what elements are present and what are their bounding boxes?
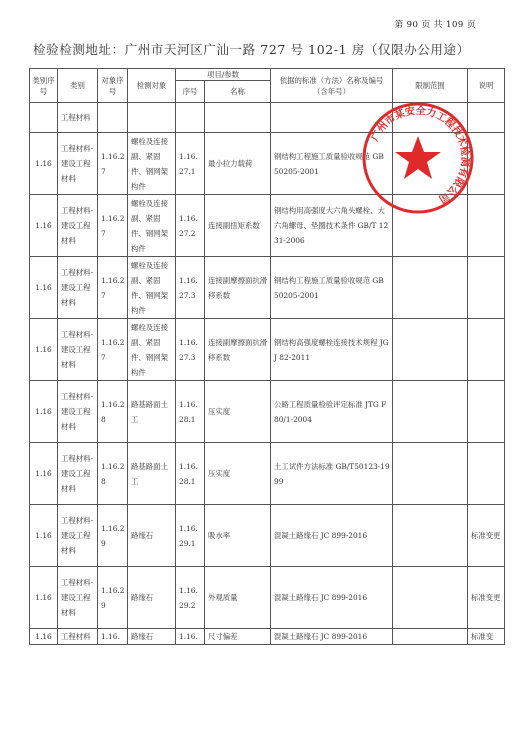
cat-no-cell: 1.16 <box>30 381 58 443</box>
standard-cell: 混凝土路缘石 JC 899-2016 <box>271 505 393 567</box>
note-cell <box>468 103 505 133</box>
note-cell <box>468 443 505 505</box>
item-no-cell: 1.16.29.1 <box>176 505 205 567</box>
cat-no-cell: 1.16 <box>30 195 58 257</box>
item-name-cell: 压实度 <box>205 381 271 443</box>
standard-cell: 混凝土路缘石 JC 899-2016 <box>271 567 393 629</box>
table-row <box>30 629 505 645</box>
header-limit: 限制范围 <box>393 69 468 103</box>
item-name-cell: 吸水率 <box>205 505 271 567</box>
item-no-cell: 1.16.27.2 <box>176 195 205 257</box>
header-note: 说明 <box>468 69 505 103</box>
item-name-cell: 连接副摩擦面抗滑移系数 <box>205 319 271 381</box>
object-cell: 路基路面土工 <box>128 443 176 505</box>
item-name-cell: 连接副摩擦面抗滑移系数 <box>205 257 271 319</box>
limit-cell <box>393 103 468 133</box>
item-no-cell: 1.16.27.1 <box>176 133 205 195</box>
standard-cell: 混凝土路缘石 JC 899-2016 <box>271 629 393 645</box>
header-item-name: 名称 <box>205 81 271 103</box>
item-no-cell: 1.16.28.1 <box>176 381 205 443</box>
item-name-cell: 最小拉力载荷 <box>205 133 271 195</box>
obj-no-cell: 1.16.29 <box>98 505 128 567</box>
item-no-cell <box>176 103 205 133</box>
note-cell: 标准变更 <box>468 567 505 629</box>
cat-no-cell: 1.16 <box>30 505 58 567</box>
limit-cell <box>393 195 468 257</box>
category-cell: 工程材料-建设工程材料 <box>58 133 98 195</box>
note-cell <box>468 319 505 381</box>
header-category: 类别 <box>58 69 98 103</box>
standard-cell: 土工试件方法标准 GB/T50123-1999 <box>271 443 393 505</box>
standard-cell <box>271 103 393 133</box>
limit-cell <box>393 443 468 505</box>
obj-no-cell: 1.16.28 <box>98 443 128 505</box>
note-cell: 标准变更 <box>468 505 505 567</box>
category-cell: 工程材料-建设工程材料 <box>58 443 98 505</box>
table-row <box>30 133 505 195</box>
item-name-cell: 尺寸偏差 <box>205 629 271 645</box>
category-cell: 工程材料 <box>58 103 98 133</box>
category-cell: 工程材料-建设工程材料 <box>58 195 98 257</box>
object-cell: 螺栓及连接副、紧固件、钢网架构件 <box>128 319 176 381</box>
object-cell: 螺栓及连接副、紧固件、钢网架构件 <box>128 257 176 319</box>
object-cell: 路基路面土工 <box>128 381 176 443</box>
item-name-cell: 连接副扭矩系数 <box>205 195 271 257</box>
item-name-cell: 外观质量 <box>205 567 271 629</box>
obj-no-cell: 1.16.27 <box>98 257 128 319</box>
header-row <box>30 69 505 81</box>
item-no-cell: 1.16. <box>176 629 205 645</box>
standard-cell: 钢结构工程施工质量验收规范 GB 50205-2001 <box>271 257 393 319</box>
note-cell <box>468 133 505 195</box>
limit-cell <box>393 319 468 381</box>
svg-text:广州市某安全力工程技术检测有限公司: 广州市某安全力工程技术检测有限公司 <box>369 105 471 205</box>
limit-cell <box>393 505 468 567</box>
cat-no-cell: 1.16 <box>30 567 58 629</box>
obj-no-cell <box>98 103 128 133</box>
header-object: 检测对象 <box>128 69 176 103</box>
note-cell <box>468 381 505 443</box>
cat-no-cell: 1.16 <box>30 443 58 505</box>
object-cell <box>128 103 176 133</box>
category-cell: 工程材料-建设工程材料 <box>58 567 98 629</box>
limit-cell <box>393 381 468 443</box>
category-cell: 工程材料-建设工程材料 <box>58 257 98 319</box>
table-row <box>30 381 505 443</box>
item-no-cell: 1.16.29.2 <box>176 567 205 629</box>
note-cell <box>468 257 505 319</box>
table-row <box>30 195 505 257</box>
object-cell: 路缘石 <box>128 629 176 645</box>
cat-no-cell: 1.16 <box>30 629 58 645</box>
category-cell: 工程材料-建设工程材料 <box>58 381 98 443</box>
table-row <box>30 319 505 381</box>
note-cell <box>468 195 505 257</box>
object-cell: 螺栓及连接副、紧固件、钢网架构件 <box>128 133 176 195</box>
obj-no-cell: 1.16.27 <box>98 133 128 195</box>
object-cell: 路缘石 <box>128 567 176 629</box>
item-name-cell <box>205 103 271 133</box>
note-cell: 标准变 <box>468 629 505 645</box>
header-cat-no: 类别序号 <box>30 69 58 103</box>
obj-no-cell: 1.16. <box>98 629 128 645</box>
object-cell: 路缘石 <box>128 505 176 567</box>
limit-cell <box>393 257 468 319</box>
item-no-cell: 1.16.27.3 <box>176 319 205 381</box>
header-standard: 依据的标准（方法）名称及编号（含年号） <box>271 69 393 103</box>
category-cell: 工程材料-建设工程材料 <box>58 319 98 381</box>
header-obj-no: 对象序号 <box>98 69 128 103</box>
address-line: 检验检测地址：广州市天河区广汕一路 727 号 102-1 房（仅限办公用途） <box>33 42 470 57</box>
standard-cell: 钢结构工程施工质量验收规范 GB 50205-2001 <box>271 133 393 195</box>
header-item-param: 项目/参数 <box>176 69 271 81</box>
table-row <box>30 443 505 505</box>
table-row <box>30 257 505 319</box>
scope-table <box>29 68 505 645</box>
item-no-cell: 1.16.28.1 <box>176 443 205 505</box>
cat-no-cell: 1.16 <box>30 319 58 381</box>
obj-no-cell: 1.16.27 <box>98 195 128 257</box>
table-row <box>30 567 505 629</box>
limit-cell <box>393 133 468 195</box>
cat-no-cell <box>30 103 58 133</box>
header-item-no: 序号 <box>176 81 205 103</box>
item-no-cell: 1.16.27.3 <box>176 257 205 319</box>
table-row <box>30 103 505 133</box>
category-cell: 工程材料 <box>58 629 98 645</box>
item-name-cell: 压实度 <box>205 443 271 505</box>
page-counter: 第 90 页 共 109 页 <box>394 20 476 30</box>
standard-cell: 钢结构高强度螺栓连接技术规程 JGJ 82-2011 <box>271 319 393 381</box>
obj-no-cell: 1.16.27 <box>98 319 128 381</box>
obj-no-cell: 1.16.29 <box>98 567 128 629</box>
table-row <box>30 505 505 567</box>
obj-no-cell: 1.16.28 <box>98 381 128 443</box>
object-cell: 螺栓及连接副、紧固件、钢网架构件 <box>128 195 176 257</box>
standard-cell: 公路工程质量检验评定标准 JTG F80/1-2004 <box>271 381 393 443</box>
cat-no-cell: 1.16 <box>30 133 58 195</box>
limit-cell <box>393 567 468 629</box>
standard-cell: 钢结构用高强度大六角头螺栓、大六角螺母、垫圈技术条件 GB/T 1231-2006 <box>271 195 393 257</box>
limit-cell <box>393 629 468 645</box>
cat-no-cell: 1.16 <box>30 257 58 319</box>
category-cell: 工程材料-建设工程材料 <box>58 505 98 567</box>
